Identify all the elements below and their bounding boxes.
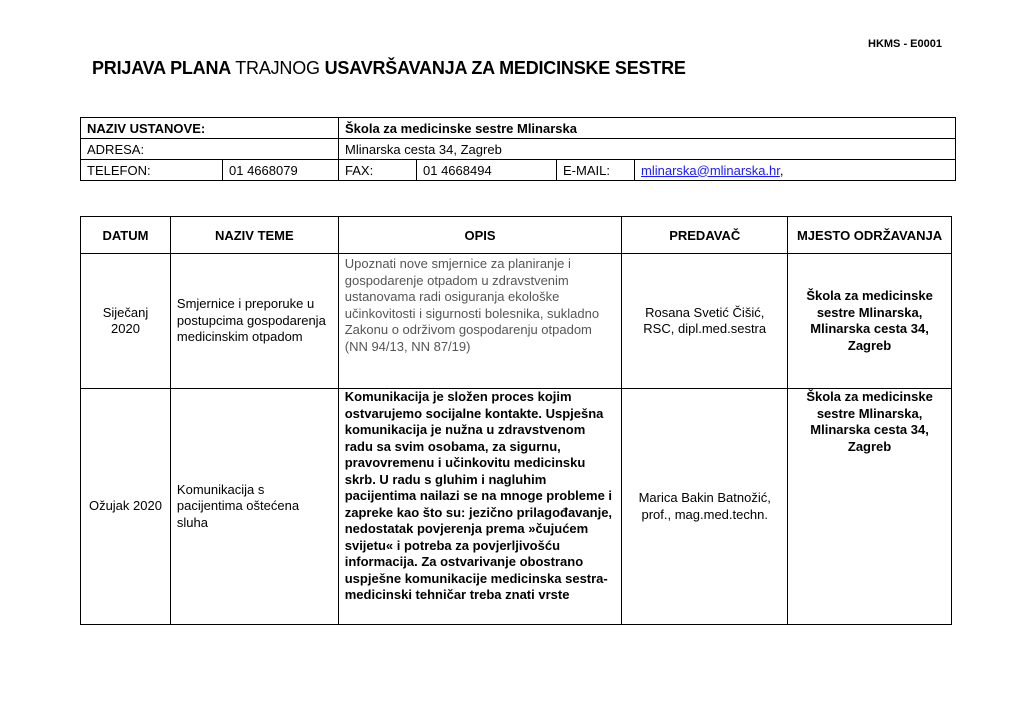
header-datum: DATUM (81, 217, 171, 254)
row1-datum: Siječanj 2020 (81, 254, 171, 389)
address-label: ADRESA: (81, 139, 339, 160)
fax-label: FAX: (339, 160, 417, 181)
institution-contact-row (81, 160, 956, 181)
email-link[interactable]: mlinarska@mlinarska.hr (641, 162, 780, 178)
row2-opis: Komunikacija je složen proces kojim ostvarujemo socijalne kontakte. Uspješna komunikacija je nužna u zdravstvenom radu sa svim osobama, za sigurnu, pravovremenu i učinkovitu medicinsku skrb. U radu s gluhim i nagluhim pacijentima nailazi se na mnoge probleme i zapreke kao što su: jezično prilagođavanje, nedostatak povjerenja prema »čujućem svijetu« i potreba za povjerljivošću informacija. Za ostvarivanje obostrano uspješne komunikacije medicinska sestra-medicinski tehničar treba znati vrste (338, 389, 622, 625)
row1-opis: Upoznati nove smjernice za planiranje i gospodarenje otpadom u zdravstvenim ustanovama radi osiguranja ekološke učinkovitosti i sigurnosti bolesnika, sukladno Zakonu o održivom gospodarenju otpadom (NN 94/13, NN 87/19) (338, 254, 622, 389)
header-predavac: PREDAVAČ (622, 217, 788, 254)
email-suffix: , (779, 162, 784, 178)
header-mjesto: MJESTO ODRŽAVANJA (788, 217, 952, 254)
header-opis: OPIS (338, 217, 622, 254)
email-label: E-MAIL: (557, 160, 635, 181)
institution-address-row (81, 139, 956, 160)
document-code: HKMS - E0001 (868, 38, 942, 50)
row2-predavac: Marica Bakin Batnožić, prof., mag.med.techn. (622, 389, 788, 625)
fax-value: 01 4668494 (417, 160, 557, 181)
row1-mjesto: Škola za medicinske sestre Mlinarska, Mlinarska cesta 34, Zagreb (788, 254, 952, 389)
education-plan-table (80, 216, 952, 625)
title-part3: USAVRŠAVANJA ZA MEDICINSKE SESTRE (324, 58, 686, 78)
row1-predavac: Rosana Svetić Čišić, RSC, dipl.med.sestra (622, 254, 788, 389)
table-header-row (81, 217, 952, 254)
institution-info-table (80, 117, 956, 181)
institution-name-label: NAZIV USTANOVE: (81, 118, 339, 139)
header-naziv-teme: NAZIV TEME (170, 217, 338, 254)
page-title (92, 58, 686, 79)
table-row (81, 389, 952, 625)
email-cell (635, 160, 956, 181)
row2-naziv: Komunikacija s pacijentima oštećena sluha (170, 389, 338, 625)
phone-label: TELEFON: (81, 160, 223, 181)
institution-name-row (81, 118, 956, 139)
table-row (81, 254, 952, 389)
institution-name-value: Škola za medicinske sestre Mlinarska (339, 118, 956, 139)
row2-datum: Ožujak 2020 (81, 389, 171, 625)
row1-naziv: Smjernice i preporuke u postupcima gospodarenja medicinskim otpadom (170, 254, 338, 389)
phone-value: 01 4668079 (223, 160, 339, 181)
title-part2: TRAJNOG (235, 58, 325, 78)
address-value: Mlinarska cesta 34, Zagreb (339, 139, 956, 160)
title-part1: PRIJAVA PLANA (92, 58, 236, 78)
row2-mjesto: Škola za medicinske sestre Mlinarska, Mlinarska cesta 34, Zagreb (788, 389, 952, 625)
